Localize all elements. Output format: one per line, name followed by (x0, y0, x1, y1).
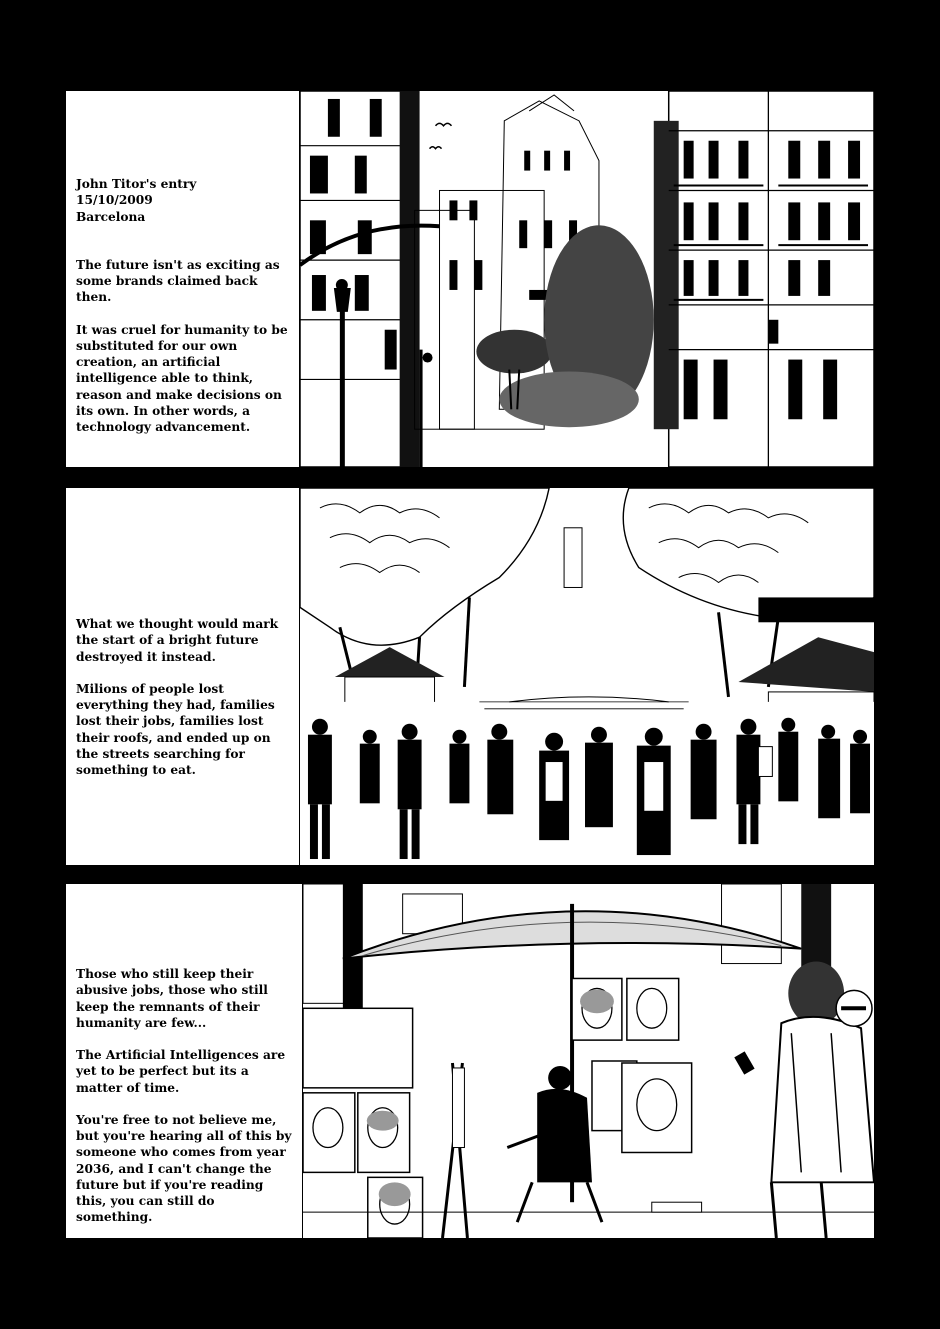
illustration-crowded-boulevard (300, 488, 874, 865)
comic-panel-3 (65, 883, 875, 1239)
caption-box-3 (66, 884, 303, 1238)
comic-panel-1 (65, 90, 875, 468)
illustration-street-lamp-buildings (300, 91, 874, 467)
caption-text-1: The future isn't as exciting as some brands claimed back then. It was cruel for humanity to be substituted for our own creation, an artificial intelligence able to think, reason and make decisions on its own. In other words, a technology advancement. (76, 258, 288, 435)
caption-text-3: Those who still keep their abusive jobs, those who still keep the remnants of their humanity are few... The Artificial Intelligences are yet to be perfect but its a matter of time. You're free to not believe me, but you're hearing all of this by someone who comes from year 2036, and I can't change the future but if you're reading this, you can still do something. (76, 967, 292, 1225)
comic-panel-2 (65, 487, 875, 866)
caption-text-2: What we thought would mark the start of a bright future destroyed it instead. Milions of people lost everything they had, families lost their jobs, families lost their roofs, and ended up on the streets searching for something to eat. (76, 617, 279, 778)
entry-heading: John Titor's entry 15/10/2009 Barcelona (76, 177, 197, 224)
caption-box-2 (66, 488, 300, 865)
illustration-street-artist (303, 884, 874, 1238)
caption-box-1 (66, 91, 300, 467)
